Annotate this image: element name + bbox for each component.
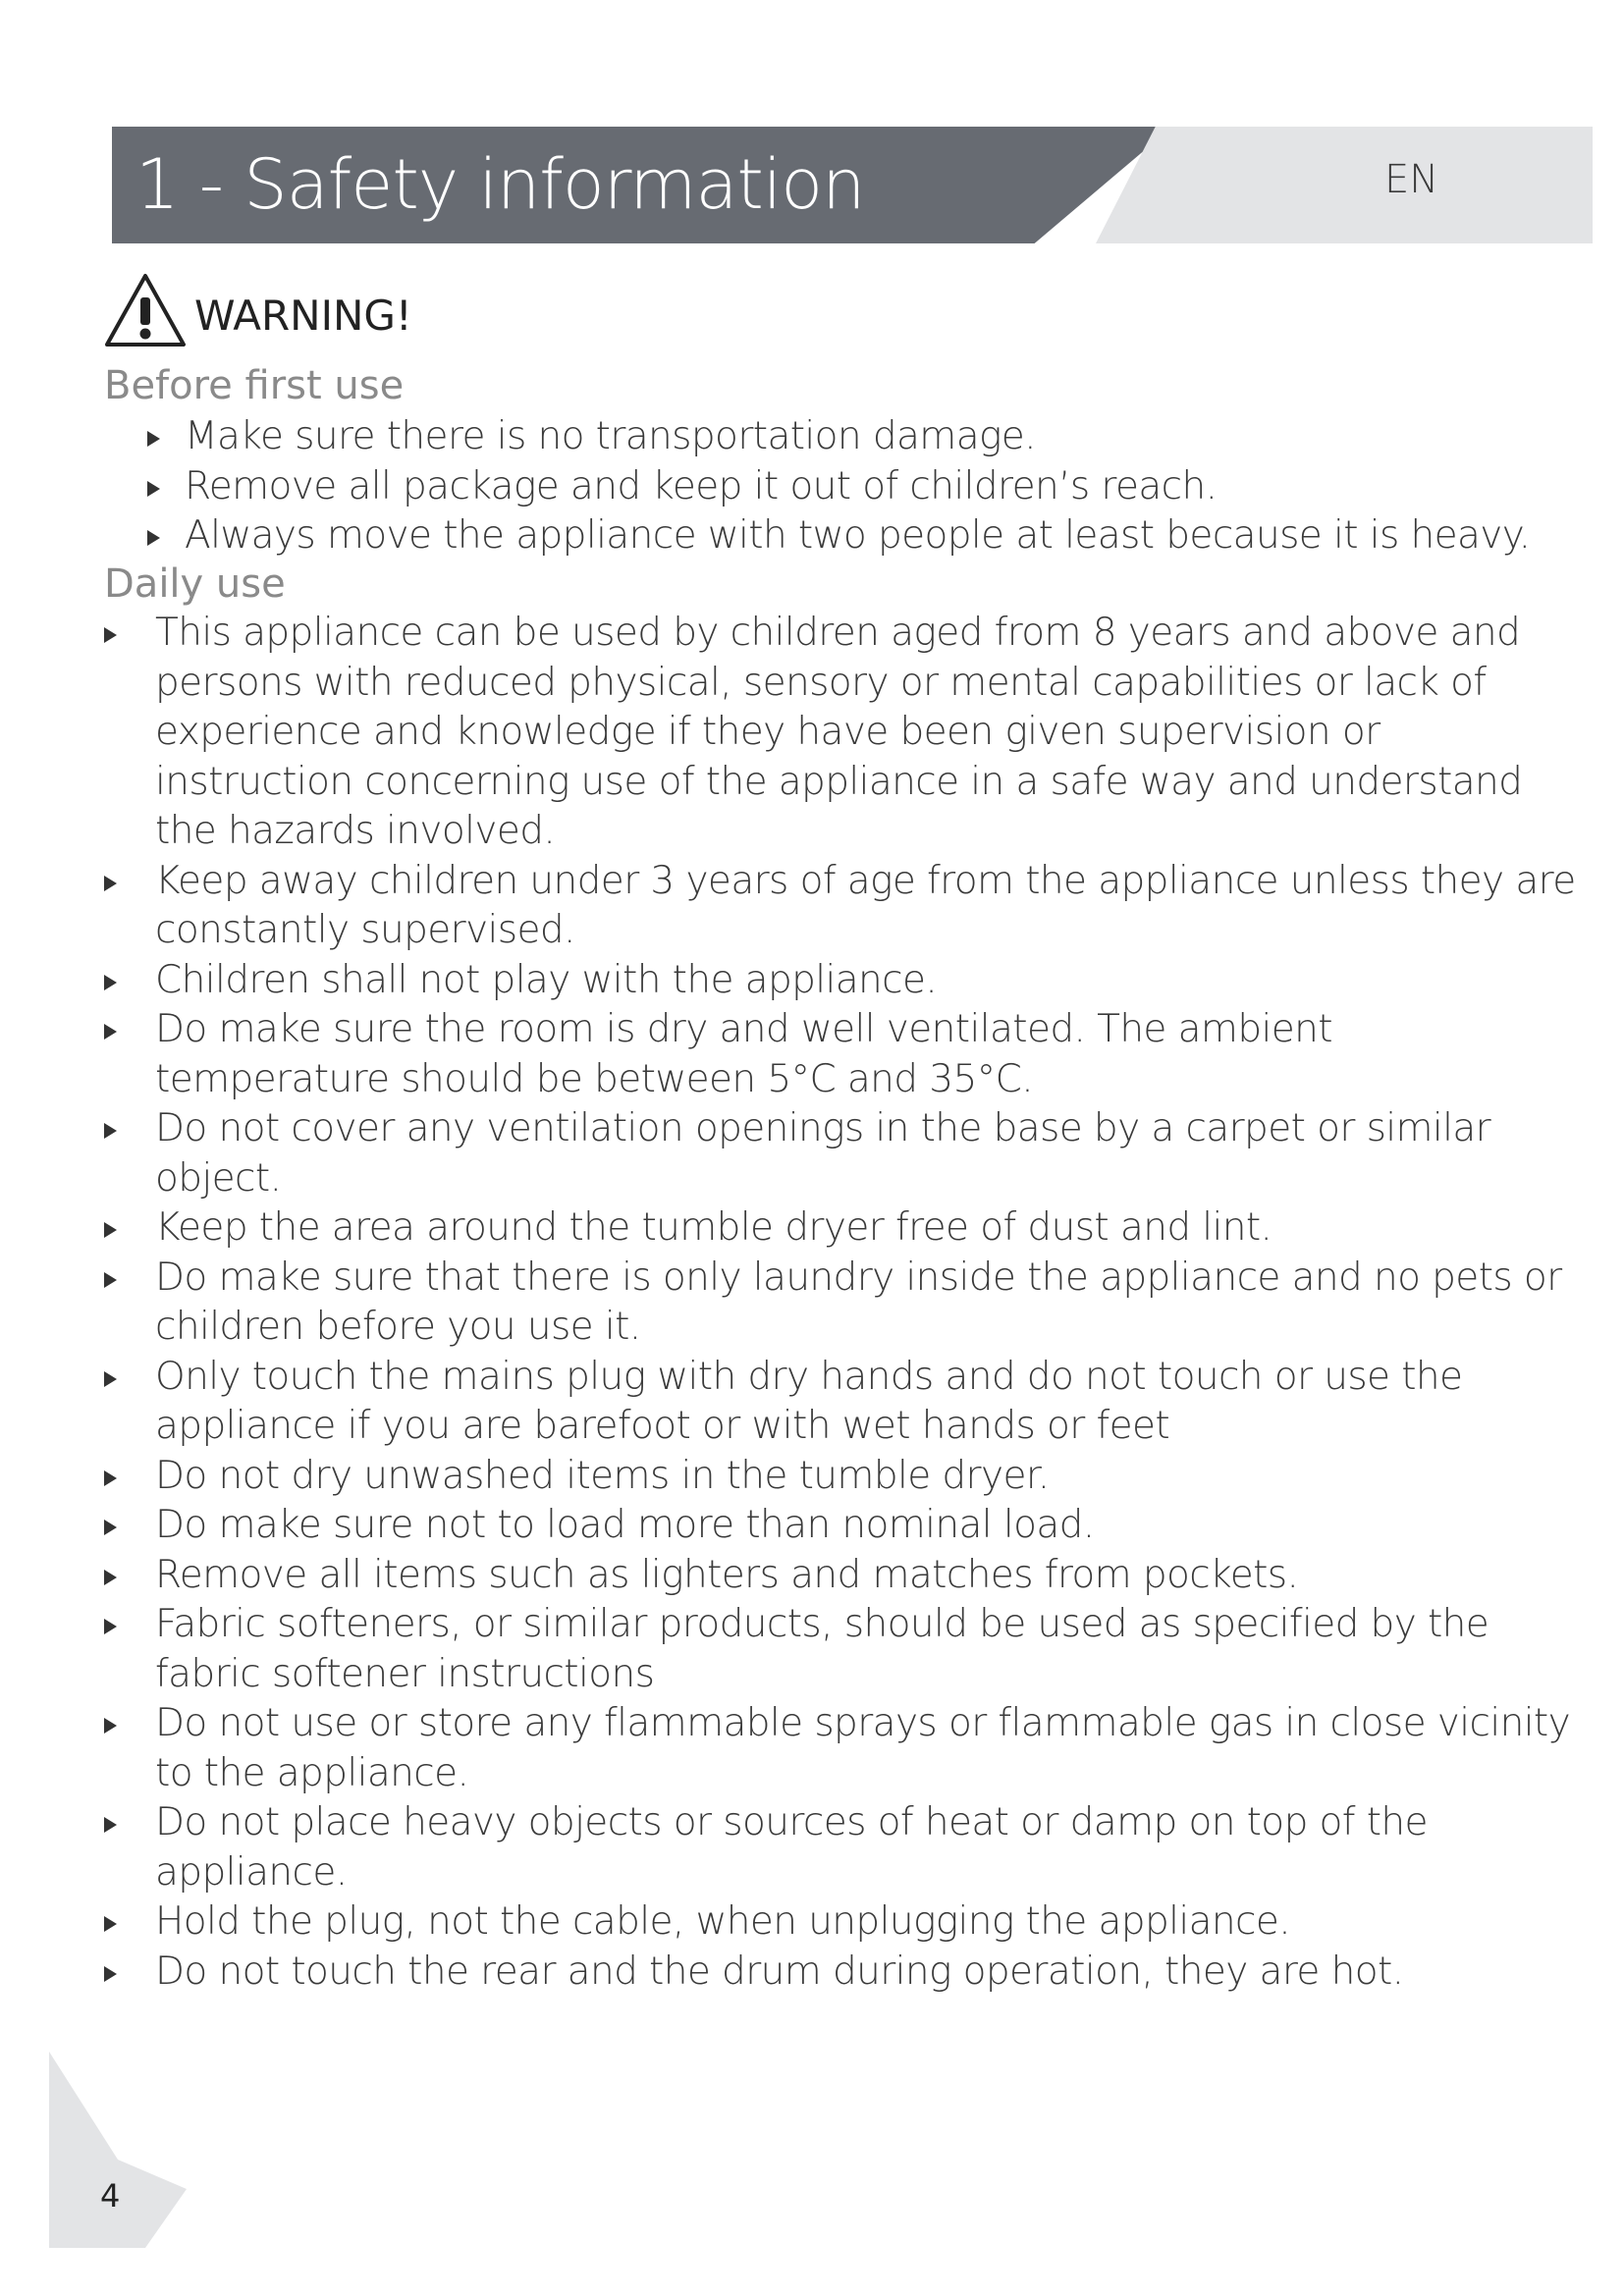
bullet-arrow-icon <box>104 1024 117 1040</box>
page-title: 1 - Safety information <box>135 144 865 225</box>
list-item: Remove all package and keep it out of children’s reach. <box>145 462 1579 512</box>
page-number: 4 <box>100 2177 121 2215</box>
list-item: Children shall not play with the appliance. <box>104 956 1577 1006</box>
bullet-arrow-icon <box>104 1520 117 1535</box>
list-item: Do make sure the room is dry and well ventilated. The ambient temperature should be between 5°C and 35°C. <box>104 1005 1577 1104</box>
bullet-arrow-icon <box>104 1966 117 1982</box>
list-item: Keep the area around the tumble dryer free of dust and lint. <box>104 1203 1577 1254</box>
list-item: Do not touch the rear and the drum during operation, they are hot. <box>104 1948 1577 1998</box>
bullet-arrow-icon <box>104 627 117 643</box>
bullet-arrow-icon <box>104 975 117 990</box>
language-label: EN <box>1384 157 1439 202</box>
before-first-use-list <box>145 412 1579 561</box>
section-title-before-first-use: Before first use <box>104 363 405 408</box>
warning-triangle-icon <box>102 271 189 349</box>
page-number-tab <box>49 2052 187 2248</box>
bullet-arrow-icon <box>147 481 160 497</box>
list-item: Only touch the mains plug with dry hands and do not touch or use the appliance if you are barefoot or with wet hands or feet <box>104 1353 1577 1452</box>
bullet-arrow-icon <box>104 1916 117 1932</box>
list-item: Do not use or store any flammable sprays or flammable gas in close vicinity to the appliance. <box>104 1699 1577 1798</box>
bullet-arrow-icon <box>104 1222 117 1238</box>
bullet-arrow-icon <box>104 1570 117 1585</box>
bullet-arrow-icon <box>104 1619 117 1634</box>
list-item: Keep away children under 3 years of age from the appliance unless they are constantly supervised. <box>104 857 1577 956</box>
list-item: This appliance can be used by children aged from 8 years and above and persons with reduced physical, sensory or mental capabilities or lack of experience and knowledge if they have been given supervision or instruction concerning use of the appliance in a safe way and understand the hazards involved. <box>104 609 1577 857</box>
list-item: Always move the appliance with two people at least because it is heavy. <box>145 511 1579 561</box>
bullet-arrow-icon <box>104 1817 117 1833</box>
list-item: Hold the plug, not the cable, when unplugging the appliance. <box>104 1897 1577 1948</box>
list-item: Make sure there is no transportation damage. <box>145 412 1579 462</box>
section-title-daily-use: Daily use <box>104 561 286 607</box>
bullet-arrow-icon <box>104 876 117 891</box>
bullet-arrow-icon <box>104 1470 117 1486</box>
language-tab <box>1096 127 1593 243</box>
list-item: Do not dry unwashed items in the tumble dryer. <box>104 1452 1577 1502</box>
list-item: Fabric softeners, or similar products, should be used as specified by the fabric softener instructions <box>104 1600 1577 1699</box>
list-item: Do make sure not to load more than nominal load. <box>104 1501 1577 1551</box>
list-item: Do not place heavy objects or sources of heat or damp on top of the appliance. <box>104 1798 1577 1897</box>
warning-label: WARNING! <box>194 291 412 340</box>
warning-heading <box>102 271 412 349</box>
bullet-arrow-icon <box>104 1371 117 1387</box>
list-item: Do not cover any ventilation openings in the base by a carpet or similar object. <box>104 1104 1577 1203</box>
bullet-arrow-icon <box>104 1272 117 1288</box>
bullet-arrow-icon <box>104 1718 117 1734</box>
bullet-arrow-icon <box>147 530 160 546</box>
list-item: Remove all items such as lighters and matches from pockets. <box>104 1551 1577 1601</box>
bullet-arrow-icon <box>147 431 160 447</box>
daily-use-list <box>104 609 1577 1997</box>
list-item: Do make sure that there is only laundry inside the appliance and no pets or children before you use it. <box>104 1254 1577 1353</box>
bullet-arrow-icon <box>104 1123 117 1139</box>
